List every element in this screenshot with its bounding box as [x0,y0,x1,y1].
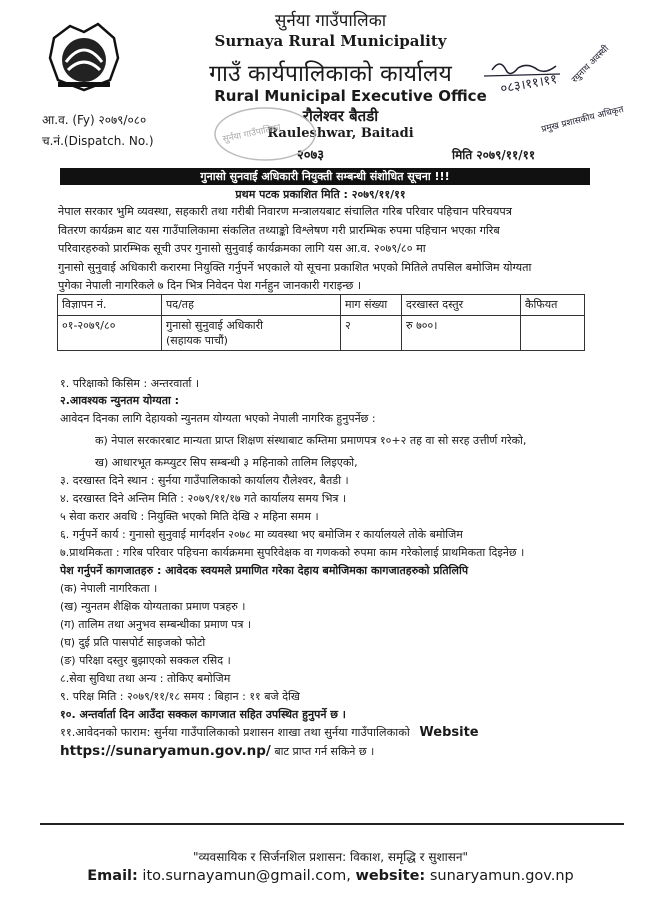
stamp-text: सुर्नया गाउँपालिका [221,122,282,145]
post-level: (सहायक पाचौं) [166,334,228,347]
forms-url-suffix: बाट प्राप्त गर्न सकिने छ । [274,745,375,758]
place-name-en: Rauleshwar, Baitadi [267,126,414,141]
notice-line: पुगेका नेपाली नागरिकले ७ दिन भित्र निवेदन पेश गर्नहुन जानकारी गराइन्छ । [58,279,362,292]
forms-line [60,725,479,740]
notice-title: गुनासो सुनवाई अधिकारी नियुक्ती सम्बन्धी संशोधित सूचना !!! [60,168,590,185]
col-fee: दरखास्त दस्तुर [402,295,521,316]
priority: ७.प्राथमिकता : गरिब परिवार पहिचना कार्यक्रममा सुपरिवेक्षक वा गणकको रुपमा काम गरेकोलाई प्राथमिकता दिइनेछ । [60,546,525,559]
service-duration: ५ सेवा करार अवधि : नियुक्ति भएको मिति देखि २ महिना समम । [60,510,319,523]
cell-fee: रु ७००। [402,316,521,351]
document-gha: (घ) दुई प्रति पासपोर्ट साइजको फोटो [60,636,206,649]
footer-divider [40,823,624,825]
interview-note: १०. अन्तर्वार्ता दिन आउँदा सक्कल कागजात सहित उपस्थित हुनुपर्ने छ । [60,708,346,721]
forms-url-line [60,743,374,759]
municipality-name-np: सुर्नया गाउँपालिका [274,11,387,31]
notice-line: गुनासो सुनुवाई अधिकारी करारमा नियुक्ति गर्नुपर्ने भएकाले यो सूचना प्रकाशित भएको मितिले तपसिल बमोजिम योग्यता [58,260,532,274]
notice-line: परिवारहरुको प्रारम्भिक सूची उपर गुनासो सुनुवाई कार्यक्रमका लागि यस आ.व. २०७९/८० मा [58,242,426,255]
col-ad-no: विज्ञापन नं. [58,295,162,316]
forms-website-label: Website [419,725,479,740]
website-label: website: [355,868,426,884]
officer-signature [470,44,630,136]
fiscal-year: आ.व. (Fy) २०७९/०८० [42,113,147,127]
exam-date: ९. परिक्ष मिति : २०७९/११/१८ समय : बिहान : ११ बजे देखि [60,690,300,703]
service-facility: ८.सेवा सुविधा तथा अन्य : तोकिए बमोजिम [60,672,231,685]
signature-name: रघुनाथ अवस्थी [570,44,612,86]
cell-remarks [521,316,585,351]
forms-text: ११.आवेदनको फाराम: सुर्नया गाउँपालिकाको प्रशासन शाखा तथा सुर्नया गाउँपालिकाको [60,726,410,739]
col-remarks: कैफियत [521,295,585,316]
letter-date: मिति २०७९/११/११ [452,148,536,162]
vacancy-table [57,294,585,351]
footer-contact [0,868,661,884]
notice-line: वितरण कार्यक्रम बाट यस गाउँपालिकामा संकलित तथ्याङ्को विश्लेषण गरी प्रारम्भिक रुपमा पहिचान भएका गरिब [58,223,500,237]
min-qualification-heading: २.आवश्यक न्युनतम योग्यता : [60,394,180,407]
office-stamp [210,104,320,164]
website-address[interactable]: sunaryamun.gov.np [429,868,574,884]
table-row [58,316,585,351]
qualification-b: ख) आधारभूत कम्प्युटर सिप सम्बन्धी ३ महिनाको तालिम लिइएको, [95,456,358,469]
min-qualification-intro: आवेदन दिनका लागि देहायको न्युनतम योग्यता भएको नेपाली नागरिक हुनुपर्नेछ : [60,412,376,425]
application-place: ३. दरखास्त दिने स्थान : सुर्नया गाउँपालिकाको कार्यालय रौलेश्वर, बैतडी । [60,474,349,487]
post-name: गुनासो सुनुवाई अधिकारी [166,319,263,332]
place-name-np: रौलेश्वर बैतडी [302,107,379,125]
notice-paragraph [58,203,578,296]
document-nga: (ङ) परिक्षा दस्तुर बुझाएको सक्कल रसिद । [60,654,231,667]
cell-post [162,316,341,351]
document-ka: (क) नेपाली नागरिकता । [60,582,158,595]
documents-heading: पेश गर्नुपर्ने कागजातहरु : आवेदक स्वयमले प्रमाणित गरेका देहाय बमोजिमका कागजातहरुको प्रतिलिपि [60,564,469,577]
email-address[interactable]: ito.surnayamun@gmail.com, [142,868,351,884]
qualification-a: क) नेपाल सरकारबाट मान्यता प्राप्त शिक्षण संस्थाबाट कम्तिमा प्रमाणपत्र १०+२ तह वा सो सरह उत्तीर्ण गरेको, [95,434,527,447]
document-ga: (ग) तालिम तथा अनुभव सम्बन्धीका प्रमाण पत्र । [60,618,252,631]
office-name-np: गाउँ कार्यपालिकाको कार्यालय [209,61,452,87]
email-label: Email: [87,868,138,884]
signature-date: ०८३।११।११ [499,72,559,97]
footer-motto: "व्यवसायिक र सिर्जनशिल प्रशासन: विकाश, समृद्धि र सुशासन" [192,850,469,864]
col-demand: माग संख्या [341,295,402,316]
document-kha: (ख) न्युनतम शैक्षिक योग्यताका प्रमाण पत्रहरु । [60,600,246,613]
exam-type: १. परिक्षाको किसिम : अन्तरवार्ता । [60,377,200,390]
year-code: २०७३ [296,148,325,163]
office-name-en: Rural Municipal Executive Office [214,87,487,105]
notice-line: नेपाल सरकार भुमि व्यवस्था, सहकारी तथा गरीबी निवारण मन्त्रालयबाट संचालित गरिब परिवार पहिचान परिचयपत्र [58,205,512,218]
col-post: पद/तह [162,295,341,316]
dispatch-number: च.नं.(Dispatch. No.) [42,134,154,148]
application-deadline: ४. दरखास्त दिने अन्तिम मिति : २०७९/११/१७ गते कार्यालय समय भित्र । [60,492,347,505]
cell-ad-no: ०१-२०७९/८० [58,316,162,351]
first-published-date: प्रथम पटक प्रकाशित मिति : २०७९/११/११ [235,188,406,201]
signature-title: प्रमुख प्रशासकीय अधिकृत [540,104,625,136]
table-header-row [58,295,585,316]
cell-demand: २ [341,316,402,351]
municipality-name-en: Surnaya Rural Municipality [214,32,447,50]
work-duty: ६. गर्नुपर्ने कार्य : गुनासो सुनुवाई मार्गदर्शन २०७८ मा व्यवस्था भए बमोजिम र कार्यालयले तोके बमोजिम [60,528,463,541]
forms-url-link[interactable]: https://sunaryamun.gov.np/ [60,743,271,759]
